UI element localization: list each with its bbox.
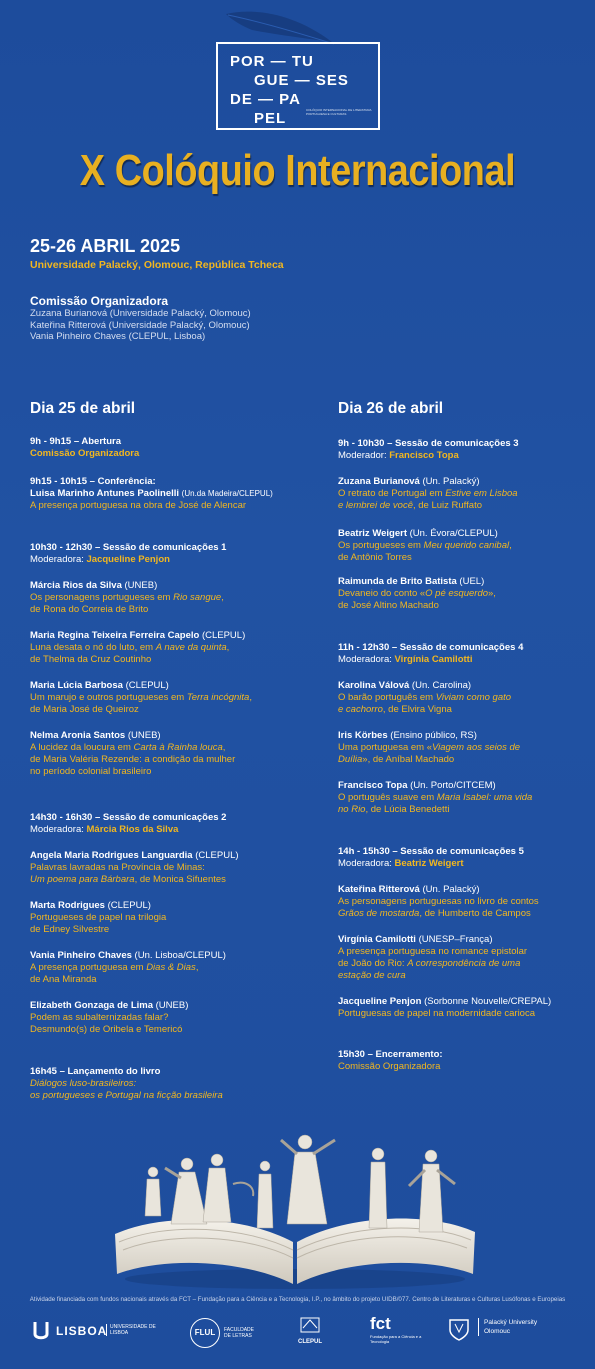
program-item [30, 1066, 305, 1102]
flul-logo [190, 1318, 255, 1348]
program-line [30, 730, 305, 742]
program-item [338, 780, 595, 816]
palacky-shield-icon [448, 1318, 470, 1342]
program-item [338, 846, 595, 870]
ulisboa-wordmark: LISBOA [56, 1324, 108, 1338]
program-text: Moderadora: [338, 858, 395, 869]
committee-member: Kateřina Ritterová (Universidade Palacký, Olomouc) [30, 319, 250, 331]
program-text: Rio sangue [173, 592, 222, 603]
program-line [338, 884, 595, 896]
program-text: (UEL) [459, 576, 485, 587]
committee-member: Zuzana Burianová (Universidade Palacký, Olomouc) [30, 308, 251, 319]
program-item [30, 476, 305, 512]
program-item [30, 542, 305, 566]
program-text: Elizabeth Gonzaga de Lima [30, 1000, 156, 1011]
program-text: no Rio [338, 804, 366, 815]
ulisboa-u-icon [32, 1320, 50, 1342]
partner-logos [0, 1312, 595, 1352]
program-line [338, 1049, 595, 1061]
program-text: (Ensino público, RS) [390, 730, 477, 741]
program-text: (Sorbonne Nouvelle/CREPAL) [424, 996, 552, 1007]
program-line [30, 642, 305, 654]
program-line [30, 962, 305, 974]
program-line [30, 488, 305, 500]
program-text: », [488, 588, 496, 599]
logo-row-2: GUE — SES [254, 72, 349, 89]
program-line [338, 588, 595, 600]
program-text: Karolina Válová [338, 680, 412, 691]
program-text: (Un. Évora/CLEPUL) [409, 528, 498, 539]
fct-logo [370, 1314, 424, 1344]
program-text: , [226, 642, 230, 653]
program-text: Meu querido canibal [423, 540, 510, 551]
program-item [338, 996, 595, 1020]
program-text: Virgínia Camilotti [394, 654, 473, 665]
program-text: Jacqueline Penjon [86, 554, 170, 565]
program-text: Os personagens portugueses em [30, 592, 174, 603]
program-text: 9h15 - 10h15 – Conferência: [30, 476, 156, 487]
program-text: , de Luiz Ruffato [412, 500, 482, 511]
program-text: (Un.da Madeira/CLEPUL) [181, 489, 273, 498]
program-item [338, 528, 595, 564]
program-text: Beatriz Weigert [338, 528, 410, 539]
program-text: (CLEPUL) [125, 680, 169, 691]
palacky-wordmark: Palacký University Olomouc [478, 1318, 546, 1336]
program-line [30, 592, 305, 604]
program-line [338, 540, 595, 552]
program-text: de Antônio Torres [338, 552, 412, 563]
program-line [338, 1008, 595, 1020]
program-text: e cachorro [338, 704, 383, 715]
event-venue: Universidade Palacký, Olomouc, República Tcheca [30, 259, 284, 271]
program-text: Zuzana Burianová [338, 476, 423, 487]
program-line [338, 528, 595, 540]
program-text: Vania Pinheiro Chaves [30, 950, 135, 961]
logo-row-3: DE — PA [230, 91, 301, 108]
program-item [338, 934, 595, 982]
program-line [30, 950, 305, 962]
program-text: Grãos de mostarda [338, 908, 420, 919]
program-item [30, 630, 305, 666]
program-line [30, 824, 305, 836]
program-text: Angela Maria Rodrigues Languardia [30, 850, 196, 861]
program-line [338, 704, 595, 716]
program-item [30, 812, 305, 836]
program-text: , [509, 540, 512, 551]
program-line [30, 500, 305, 512]
program-text: Viviam como gato [435, 692, 512, 703]
program-line [30, 680, 305, 692]
program-item [30, 1000, 305, 1036]
flul-subtitle: FACULDADE DE LETRAS [224, 1327, 255, 1339]
program-text: A nave da quinta [155, 642, 227, 653]
program-text: (CLEPUL) [201, 630, 246, 641]
program-item [30, 730, 305, 778]
event-date: 25-26 ABRIL 2025 [30, 236, 181, 256]
program-item [30, 950, 305, 986]
day2-title: Dia 26 de abril [338, 400, 444, 417]
program-text: (CLEPUL) [107, 900, 151, 911]
program-line [338, 600, 595, 612]
program-text: , [195, 962, 199, 973]
program-line [30, 436, 305, 448]
program-line [30, 554, 305, 566]
program-item [30, 900, 305, 936]
program-text: O pé esquerdo [425, 588, 489, 599]
program-text: », de Aníbal Machado [362, 754, 455, 765]
program-text: (Un. Carolina) [411, 680, 472, 691]
event-title: X Colóquio Internacional [79, 146, 516, 195]
flul-badge: FLUL [190, 1318, 220, 1348]
program-text: Podem as subalternizadas falar? [30, 1012, 169, 1023]
program-line [338, 996, 595, 1008]
program-text: Jacqueline Penjon [338, 996, 425, 1007]
program-text: A presença portuguesa em [30, 962, 147, 973]
program-item [338, 730, 595, 766]
program-line [30, 1012, 305, 1024]
program-item [30, 850, 305, 886]
program-line [338, 642, 595, 654]
program-line [338, 846, 595, 858]
program-text: Desmundo(s) de Oribela e Temericó [30, 1024, 183, 1035]
program-text: Comissão Organizadora [30, 448, 140, 459]
logo-tagline: COLÓQUIO INTERNACIONAL DE LITERATURA PORTUGUESA E CULTURAS [306, 108, 372, 116]
program-text: Iris Körbes [338, 730, 391, 741]
program-line [30, 542, 305, 554]
program-line [338, 576, 595, 588]
program-text: , [222, 742, 226, 753]
program-text: Palavras lavradas na Província de Minas: [30, 862, 205, 873]
program-text: Moderador: [338, 450, 390, 461]
program-text: Devaneio do conto « [338, 588, 426, 599]
program-text: Diálogos luso-brasileiros: [30, 1078, 137, 1089]
program-line [30, 874, 305, 886]
program-line [30, 850, 305, 862]
program-line [338, 958, 595, 970]
clepul-emblem-icon [299, 1316, 321, 1334]
program-text: Luisa Marinho Antunes Paolinelli [30, 488, 182, 499]
program-text: (Un. Porto/CITCEM) [410, 780, 496, 791]
program-line [338, 742, 595, 754]
program-item [30, 436, 305, 460]
program-text: Virgínia Camilotti [338, 934, 419, 945]
program-text: , [249, 692, 252, 703]
program-line [30, 900, 305, 912]
program-text: , de Monica Sifuentes [134, 874, 226, 885]
program-text: de Maria Valéria Rezende: a condição da mulher [30, 754, 236, 765]
program-text: de Rona do Correia de Brito [30, 604, 149, 615]
program-text: no período colonial brasileiro [30, 766, 152, 777]
program-item [30, 680, 305, 716]
program-line [30, 1000, 305, 1012]
program-text: Viagem aos seios de [432, 742, 521, 753]
program-text: e lembrei de você [338, 500, 413, 511]
program-text: 14h - 15h30 – Sessão de comunicações 5 [338, 846, 524, 857]
program-item [338, 476, 595, 512]
program-text: , de Elvira Vigna [382, 704, 452, 715]
program-text: Uma portuguesa em « [338, 742, 432, 753]
program-line [338, 792, 595, 804]
program-text: , de Lúcia Benedetti [365, 804, 450, 815]
palacky-logo [448, 1318, 538, 1347]
program-text: 14h30 - 16h30 – Sessão de comunicações 2 [30, 812, 227, 823]
program-text: Marta Rodrigues [30, 900, 108, 911]
program-text: de Maria José de Queiroz [30, 704, 139, 715]
program-text: Terra incógnita [186, 692, 250, 703]
open-book-illustration [95, 1124, 495, 1294]
event-logo [216, 42, 380, 130]
program-line [30, 754, 305, 766]
program-text: (Un. Lisboa/CLEPUL) [134, 950, 226, 961]
program-text: Maria Regina Teixeira Ferreira Capelo [30, 630, 202, 641]
program-text: 16h45 – Lançamento do livro [30, 1066, 161, 1077]
program-text: A lucidez da loucura em [30, 742, 134, 753]
program-text: (CLEPUL) [195, 850, 239, 861]
fct-wordmark: fct [370, 1314, 391, 1333]
funding-note: Atividade financiada com fundos nacionais através da FCT – Fundação para a Ciência e a Tecnologia, I.P., no âmbito do projeto UIDB/077. Centro de Literaturas e Culturas Lusófonas e Europeias [29, 1296, 566, 1303]
committee-title: Comissão Organizadora [30, 294, 169, 308]
program-line [338, 804, 595, 816]
program-line [30, 580, 305, 592]
program-text: estação de cura [338, 970, 406, 981]
program-line [30, 766, 305, 778]
program-line [30, 692, 305, 704]
program-line [30, 924, 305, 936]
program-text: Francisco Topa [389, 450, 459, 461]
program-text: Moderadora: [30, 554, 87, 565]
program-text: 10h30 - 12h30 – Sessão de comunicações 1 [30, 542, 227, 553]
ulisboa-logo [32, 1320, 156, 1347]
program-text: os portugueses e Portugal na ficção brasileira [30, 1090, 223, 1101]
program-text: Comissão Organizadora [338, 1061, 441, 1072]
program-line [338, 908, 595, 920]
program-text: Estive em Lisboa [445, 488, 518, 499]
program-text: (UNEB) [155, 1000, 189, 1011]
program-text: (UNEB) [124, 580, 158, 591]
program-line [338, 970, 595, 982]
program-line [338, 450, 595, 462]
program-line [30, 862, 305, 874]
program-text: Raimunda de Brito Batista [338, 576, 460, 587]
program-text: Os portugueses em [338, 540, 424, 551]
program-line [338, 858, 595, 870]
program-text: Carta à Rainha louca [133, 742, 223, 753]
program-text: Francisco Topa [338, 780, 411, 791]
program-text: A presença portuguesa no romance epistolar [338, 946, 528, 957]
program-text: A presença portuguesa na obra de José de Alencar [30, 500, 247, 511]
program-line [30, 1066, 305, 1078]
program-line [30, 604, 305, 616]
program-line [338, 680, 595, 692]
program-text: , de Humberto de Campos [419, 908, 531, 919]
program-line [338, 896, 595, 908]
program-line [338, 730, 595, 742]
program-text: Nelma Aronia Santos [30, 730, 128, 741]
program-text: 9h - 9h15 – Abertura [30, 436, 121, 447]
program-line [338, 946, 595, 958]
program-item [338, 1049, 595, 1073]
program-text: O barão português em [338, 692, 436, 703]
committee-list [30, 308, 251, 343]
program-line [30, 448, 305, 460]
program-text: de Ana Miranda [30, 974, 97, 985]
program-text: Duília [338, 754, 363, 765]
program-item [338, 680, 595, 716]
program-text: Um marujo e outros portugueses em [30, 692, 187, 703]
program-line [30, 912, 305, 924]
program-line [30, 974, 305, 986]
program-text: A correspondência de uma [407, 958, 521, 969]
program-line [338, 754, 595, 766]
program-line [30, 742, 305, 754]
program-line [338, 500, 595, 512]
ulisboa-subtitle: UNIVERSIDADE DE LISBOA [106, 1324, 162, 1336]
program-text: Portugueses de papel na trilogia [30, 912, 167, 923]
program-text: Dias & Dias [146, 962, 196, 973]
program-item [338, 438, 595, 462]
program-text: Moderadora: [30, 824, 87, 835]
committee-member: Vania Pinheiro Chaves (CLEPUL, Lisboa) [30, 331, 206, 342]
program-text: Luna desata o nó do luto, em [30, 642, 156, 653]
program-text: O português suave em [338, 792, 437, 803]
program-text: de José Altino Machado [338, 600, 439, 611]
program-text: Um poema para Bárbara [30, 874, 135, 885]
program-text: (Un. Palacký) [422, 884, 480, 895]
fct-subtitle: Fundação para a Ciência e a Tecnologia [370, 1334, 422, 1344]
program-line [30, 1078, 305, 1090]
program-line [30, 476, 305, 488]
program-text: 11h - 12h30 – Sessão de comunicações 4 [338, 642, 524, 653]
program-line [338, 438, 595, 450]
program-line [30, 812, 305, 824]
program-item [338, 642, 595, 666]
program-text: As personagens portuguesas no livro de contos [338, 896, 539, 907]
program-text: Maria Lúcia Barbosa [30, 680, 126, 691]
program-line [338, 476, 595, 488]
program-text: O retrato de Portugal em [338, 488, 446, 499]
program-text: 9h - 10h30 – Sessão de comunicações 3 [338, 438, 519, 449]
program-line [30, 1090, 305, 1102]
program-text: (UNEB) [127, 730, 161, 741]
program-text: Márcia Rios da Silva [86, 824, 179, 835]
program-text: Beatriz Weigert [394, 858, 464, 869]
program-line [338, 654, 595, 666]
program-text: Kateřina Ritterová [338, 884, 423, 895]
program-line [338, 692, 595, 704]
program-line [338, 488, 595, 500]
program-text: de Thelma da Cruz Coutinho [30, 654, 152, 665]
program-text: 15h30 – Encerramento: [338, 1049, 443, 1060]
program-text: , [221, 592, 224, 603]
program-text: (UNESP–França) [418, 934, 493, 945]
program-text: de Edney Silvestre [30, 924, 110, 935]
program-item [338, 884, 595, 920]
program-text: (Un. Palacký) [422, 476, 480, 487]
program-item [338, 576, 595, 612]
program-line [338, 934, 595, 946]
program-line [30, 654, 305, 666]
program-line [338, 780, 595, 792]
program-text: Maria Isabel: uma vida [436, 792, 533, 803]
logo-row-1: POR — TU [230, 53, 314, 70]
logo-row-4: PEL [254, 110, 287, 127]
day1-title: Dia 25 de abril [30, 400, 136, 417]
program-item [30, 580, 305, 616]
program-line [30, 704, 305, 716]
program-text: de João do Rio: [338, 958, 408, 969]
program-line [30, 1024, 305, 1036]
program-line [338, 1061, 595, 1073]
program-line [338, 552, 595, 564]
program-text: Moderadora: [338, 654, 395, 665]
program-text: Portuguesas de papel na modernidade carioca [338, 1008, 535, 1019]
program-line [30, 630, 305, 642]
clepul-logo [296, 1316, 324, 1345]
clepul-wordmark: CLEPUL [298, 1339, 322, 1345]
program-text: Márcia Rios da Silva [30, 580, 125, 591]
